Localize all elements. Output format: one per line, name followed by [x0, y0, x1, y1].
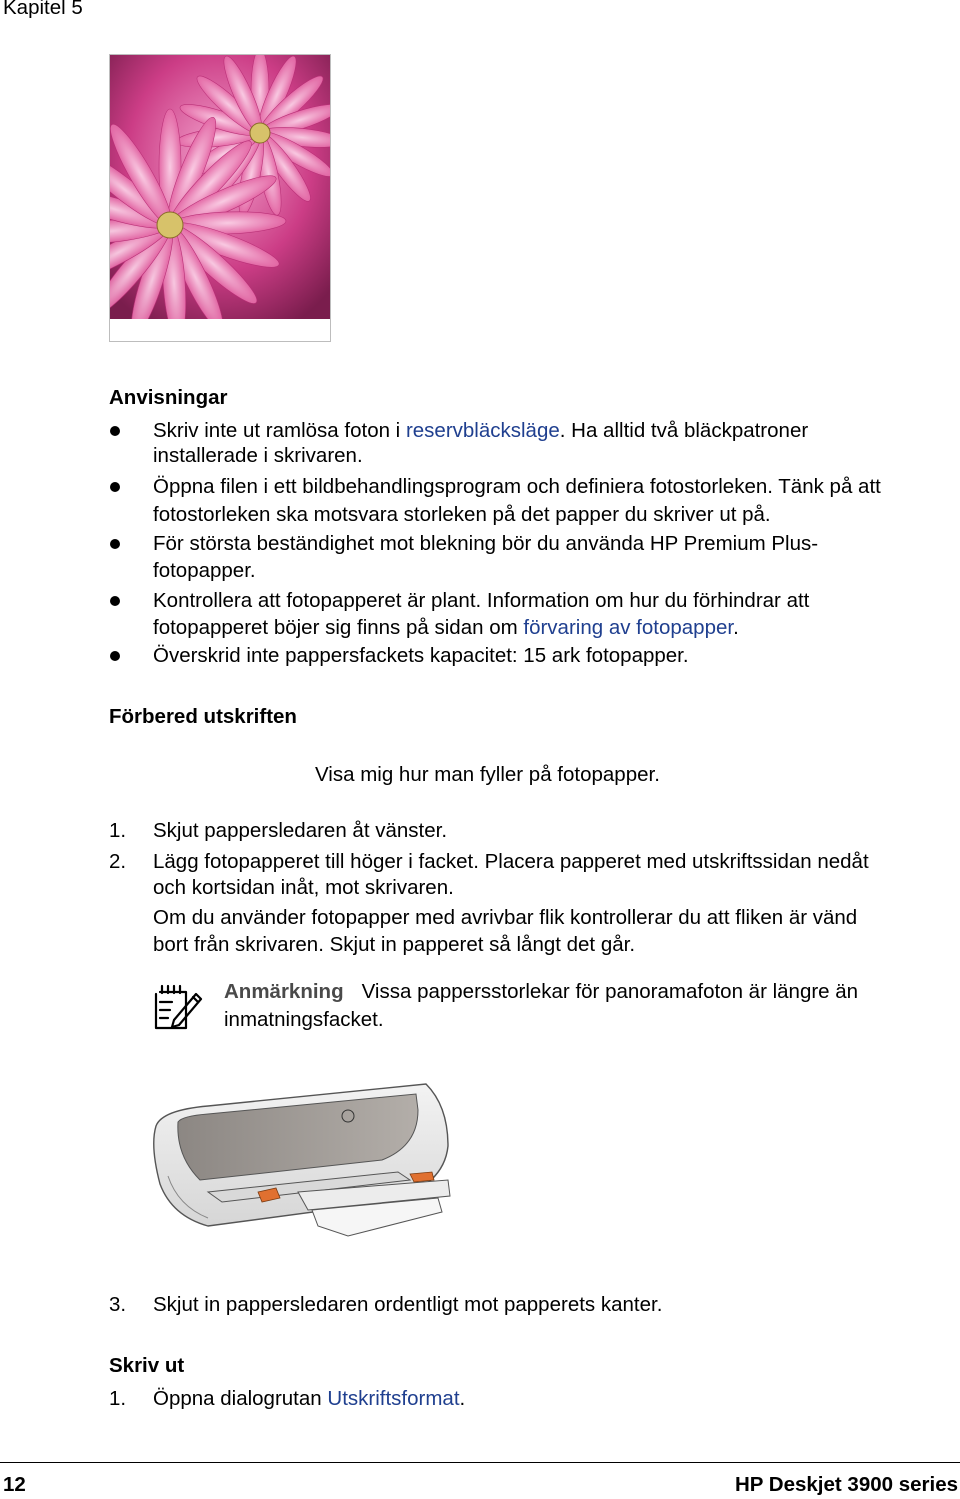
print-heading: Skriv ut — [109, 1354, 185, 1377]
step-2-line4: bort från skrivaren. Skjut in papperet så långt det går. — [153, 933, 636, 956]
step-2-line2: och kortsidan inåt, mot skrivaren. — [153, 876, 454, 899]
guideline-5-line1: Överskrid inte pappersfackets kapacitet: 15 ark fotopapper. — [153, 644, 689, 667]
guideline-1-line2: installerade i skrivaren. — [153, 444, 363, 467]
note-label: Anmärkning — [224, 980, 344, 1003]
note-icon — [152, 982, 204, 1034]
guideline-2-line2: fotostorleken ska motsvara storleken på det papper du skriver ut på. — [153, 503, 771, 526]
prepare-heading: Förbered utskriften — [109, 705, 297, 728]
step-3-number: 3. — [109, 1293, 127, 1316]
page-number: 12 — [3, 1473, 26, 1496]
guideline-2-line1: Öppna filen i ett bildbehandlingsprogram och definiera fotostorleken. Tänk på att — [153, 475, 881, 498]
guideline-3-line1: För största beständighet mot blekning bör du använda HP Premium Plus- — [153, 532, 819, 555]
note-line2: inmatningsfacket. — [224, 1008, 384, 1031]
step-2-number: 2. — [109, 850, 127, 873]
footer-divider — [0, 1462, 960, 1463]
bullet-icon — [110, 426, 120, 436]
guideline-4-line1: Kontrollera att fotopapperet är plant. Information om hur du förhindrar att — [153, 589, 810, 612]
step-1-text: Skjut pappersledaren åt vänster. — [153, 819, 448, 842]
bullet-icon — [110, 482, 120, 492]
guideline-1-line1: Skriv inte ut ramlösa foton i reservbläcksläge. Ha alltid två bläckpatroner — [153, 419, 809, 442]
printer-illustration — [148, 1076, 464, 1254]
forvaring-av-fotopapper-link[interactable]: förvaring av fotopapper — [523, 616, 734, 639]
bullet-icon — [110, 596, 120, 606]
bullet-icon — [110, 651, 120, 661]
bullet-icon — [110, 539, 120, 549]
guideline-3-line2: fotopapper. — [153, 559, 256, 582]
note-line1: Anmärkning Vissa pappersstorlekar för panoramafoton är längre än — [224, 980, 859, 1003]
pink-flower-photo — [109, 54, 331, 342]
utskriftsformat-link[interactable]: Utskriftsformat — [327, 1387, 460, 1410]
step-2-line1: Lägg fotopapperet till höger i facket. Placera papperet med utskriftssidan nedåt — [153, 850, 869, 873]
print-step-1-text: Öppna dialogrutan Utskriftsformat. — [153, 1387, 466, 1410]
print-step-1-number: 1. — [109, 1387, 127, 1410]
step-3-text: Skjut in pappersledaren ordentligt mot papperets kanter. — [153, 1293, 663, 1316]
product-name: HP Deskjet 3900 series — [734, 1473, 958, 1496]
guideline-4-line2: fotopapperet böjer sig finns på sidan om förvaring av fotopapper. — [153, 616, 739, 639]
step-1-number: 1. — [109, 819, 127, 842]
guidelines-heading: Anvisningar — [109, 386, 228, 409]
show-me-link[interactable]: Visa mig hur man fyller på fotopapper. — [315, 763, 660, 786]
reservblackslage-link[interactable]: reservbläcksläge — [405, 419, 560, 442]
step-2-line3: Om du använder fotopapper med avrivbar flik kontrollerar du att fliken är vänd — [153, 906, 858, 929]
chapter-label: Kapitel 5 — [3, 0, 83, 19]
